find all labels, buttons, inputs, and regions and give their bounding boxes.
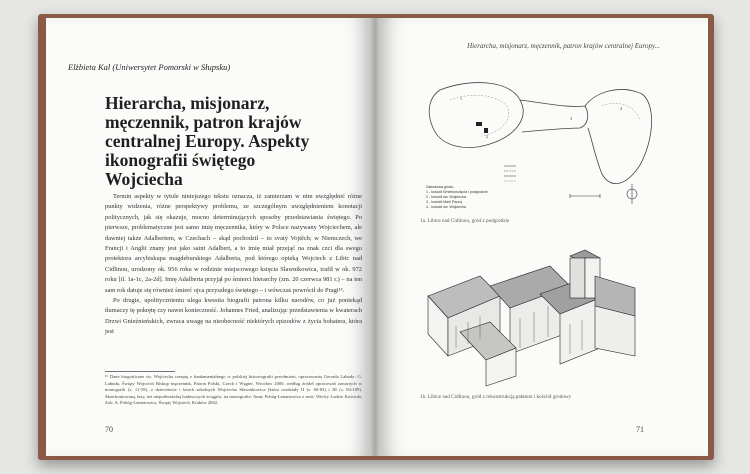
legend-line: 3 - kościół Marii Panny <box>426 200 463 204</box>
svg-text:2: 2 <box>486 134 488 139</box>
reconstruction-drawing <box>420 236 660 391</box>
legend-line: 4 - kościół św. Wojciecha <box>426 205 466 209</box>
footnote: ¹⁵ Dane biograficzne św. Wojciecha czerpię z fundamentalnego w polskiej historiografii przedmiotu, opracowania Gerarda Labudy: G. Labuda, Święty Wojciech Biskup męczennik, Patron Polski, Czech i Węgier, Wrocław 2000, według źródeł opracowań zawartych w monografii (s. 11-59), o dziecińtwie i latach szkolnych Wojciecha Sławnikowica (która rozdziały II (s. 60-83) i III (s. 84-109). Skonfrontowaną fazy, też niepodważalną badawczych ściągów, na monografie: Anny Pobóg-Lenartowicz z serii: Wielcy Ludzie Kościoła, Zob. A. Pobóg-Lenartowicz, Święty Wojciech, Kraków 2002. <box>105 374 362 406</box>
paragraph: Po drugie, upolitycznieniu ulega kwestia biografii patrona kilku narodów, co już poniekąd tłumaczy tę pokrętę czy nawet konieczność. Johannes Fried, analizując przedstawienia w kwaterach Drzwi Gnieźnieńskich, zwraca uwagę na nieobecność niektórych epizodów z życia bohatera, która jest <box>105 297 362 336</box>
legend-line: Zabudowa grodu: <box>426 185 454 189</box>
svg-text:3: 3 <box>570 116 572 121</box>
chapter-title: Hierarcha, misjonarz, męczennik, patron krajów centralnej Europy. Aspekty ikonografii świętego Wojciecha <box>105 93 310 189</box>
author-line: Elżbieta Kal (Uniwersytet Pomorski w Słupsku) <box>68 62 231 72</box>
figure-caption: 1b. Libice nad Cidlinou, gród z rekonstrukcją pałatum i kościół grodowy <box>420 394 572 400</box>
running-head: Hierarcha, misjonarz, męczennik, patron krajów centralnej Europy... <box>467 42 660 50</box>
figure-caption: 1a. Libice nad Cidlinou, gród z podgrodzie <box>420 218 510 224</box>
legend-line: 2 - kościół św. Wojciecha <box>426 195 466 199</box>
paragraph: Termin aspekty w tytule niniejszego tekstu oznacza, iż zamierzam w nim uwzględnić różne punkty widzenia, różne perspektywy problemu, ze szczególnym uwzględnieniem konotacji politycznych, jak się okazuje, mocno determinujących sposoby przedstawiania świętego. Po pierwsze, problematyczne jest samo imię męczennika, który w Polsce nazywany Wojciechem, ale dawniej także Adalbertem, w Czechach – skąd pochodził – to svatý Vojtěch; w Niemczech, we Francji i Anglii znany jest jako saint Adalbert, a to imię miał przejąć na znak czci dla swego protektora arcybiskupa magdeburskiego Adalberta, pod którego opieką Wojciech z Libic nad Cidlinou, urodzony ok. 956 roku w rodzinie miejscowego księcia Sławnikowica, trafił w ok. 972 roku [il. 1a-1c, 2a-2d]. Imię Adalberta przyjął po śmierci hierarchy (zm. 20 czerwca 981 r.) – na ten sam rok datuje się również śmierć ojca przyszłego świętego – i wówczas powrócił do Pragi¹⁵. <box>105 193 362 294</box>
book-gutter <box>369 18 381 456</box>
body-text <box>105 192 362 338</box>
page-number-left: 70 <box>105 425 113 434</box>
legend-line: 1 - kościół Wniebowzięcia i podgrodzie <box>426 190 488 194</box>
site-plan-figure <box>420 70 660 215</box>
svg-text:4: 4 <box>620 106 622 111</box>
svg-text:1: 1 <box>460 96 462 101</box>
page-number-right: 71 <box>636 425 644 434</box>
footnote-rule <box>105 371 175 372</box>
